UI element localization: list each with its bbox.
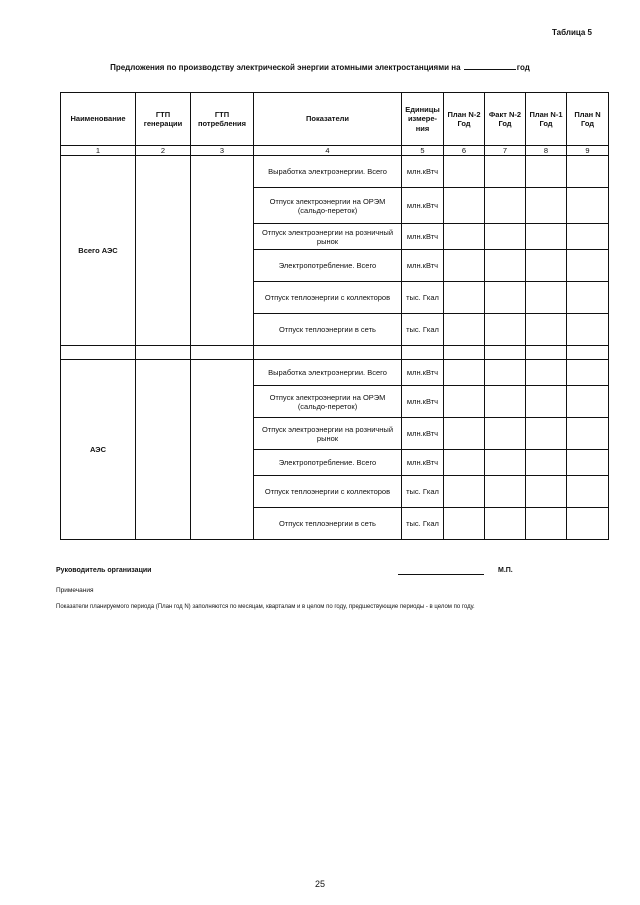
column-number: 4 [254,146,402,156]
value-cell[interactable] [526,250,567,282]
value-cell[interactable] [526,188,567,224]
unit-cell: млн.кВтч [402,360,444,386]
value-cell[interactable] [526,386,567,418]
value-cell[interactable] [444,476,485,508]
value-cell[interactable] [526,450,567,476]
indicator-cell: Отпуск теплоэнергии в сеть [254,508,402,540]
value-cell[interactable] [485,314,526,346]
value-cell[interactable] [485,188,526,224]
value-cell[interactable] [444,360,485,386]
page-number: 25 [314,879,325,889]
notes-text: Показатели планируемого периода (План год N) заполняются по месяцам, кварталам и в целом по году, предшествующие периоды - в целом по году. [56,604,475,610]
unit-cell: млн.кВтч [402,450,444,476]
unit-cell: тыс. Гкал [402,282,444,314]
value-cell[interactable] [567,508,609,540]
table-row [61,156,609,188]
empty-cell [191,346,254,360]
gtp-consumption-cell[interactable] [191,156,254,346]
header-indicators: Показатели [254,93,402,146]
column-number: 6 [444,146,485,156]
value-cell[interactable] [526,476,567,508]
seal-label: М.П. [498,567,513,574]
indicator-cell: Отпуск электроэнергии на ОРЭМ (сальдо-переток) [254,188,402,224]
column-number: 7 [485,146,526,156]
value-cell[interactable] [485,360,526,386]
column-number-row [61,146,609,156]
value-cell[interactable] [567,282,609,314]
indicator-cell: Отпуск электроэнергии на ОРЭМ (сальдо-переток) [254,386,402,418]
value-cell[interactable] [567,360,609,386]
production-table [60,92,609,540]
value-cell[interactable] [526,360,567,386]
year-blank [464,60,516,70]
column-number: 3 [191,146,254,156]
indicator-cell: Электропотребление. Всего [254,250,402,282]
document-title [40,60,600,72]
header-name: Наименование [61,93,136,146]
header-plan-n: План N Год [567,93,609,146]
empty-cell [444,346,485,360]
value-cell[interactable] [526,508,567,540]
value-cell[interactable] [526,156,567,188]
value-cell[interactable] [567,188,609,224]
value-cell[interactable] [526,224,567,250]
unit-cell: млн.кВтч [402,156,444,188]
value-cell[interactable] [485,386,526,418]
value-cell[interactable] [485,476,526,508]
value-cell[interactable] [444,386,485,418]
gtp-generation-cell[interactable] [136,156,191,346]
value-cell[interactable] [444,282,485,314]
indicator-cell: Выработка электроэнергии. Всего [254,156,402,188]
indicator-cell: Отпуск теплоэнергии с коллекторов [254,282,402,314]
value-cell[interactable] [485,156,526,188]
unit-cell: тыс. Гкал [402,508,444,540]
value-cell[interactable] [444,508,485,540]
header-plan-n-2: План N-2 Год [444,93,485,146]
column-number: 5 [402,146,444,156]
empty-cell [254,346,402,360]
gtp-consumption-cell[interactable] [191,360,254,540]
header-row [61,93,609,146]
table-label: Таблица 5 [551,28,592,37]
unit-cell: млн.кВтч [402,418,444,450]
title-year-word: год [516,63,530,72]
value-cell[interactable] [567,450,609,476]
unit-cell: млн.кВтч [402,386,444,418]
unit-cell: тыс. Гкал [402,314,444,346]
value-cell[interactable] [485,508,526,540]
value-cell[interactable] [567,418,609,450]
separator-row [61,346,609,360]
column-number: 2 [136,146,191,156]
value-cell[interactable] [444,156,485,188]
table-row [61,360,609,386]
signature-label: Руководитель организации [56,567,152,574]
empty-cell [485,346,526,360]
empty-cell [526,346,567,360]
indicator-cell: Отпуск теплоэнергии в сеть [254,314,402,346]
value-cell[interactable] [444,250,485,282]
column-number: 1 [61,146,136,156]
value-cell[interactable] [567,250,609,282]
unit-cell: млн.кВтч [402,224,444,250]
value-cell[interactable] [485,250,526,282]
group-name-npp: АЭС [61,360,136,540]
header-gtp-generation: ГТП генерации [136,93,191,146]
header-plan-n-1: План N-1 Год [526,93,567,146]
value-cell[interactable] [444,418,485,450]
value-cell[interactable] [567,386,609,418]
value-cell[interactable] [485,450,526,476]
signature-line[interactable] [398,574,484,575]
empty-cell [61,346,136,360]
notes-title: Примечания [56,587,94,594]
value-cell[interactable] [526,282,567,314]
unit-cell: тыс. Гкал [402,476,444,508]
indicator-cell: Отпуск электроэнергии на розничный рынок [254,418,402,450]
empty-cell [402,346,444,360]
value-cell[interactable] [526,418,567,450]
indicator-cell: Отпуск теплоэнергии с коллекторов [254,476,402,508]
empty-cell [136,346,191,360]
value-cell[interactable] [444,314,485,346]
indicator-cell: Выработка электроэнергии. Всего [254,360,402,386]
indicator-cell: Отпуск электроэнергии на розничный рынок [254,224,402,250]
value-cell[interactable] [567,476,609,508]
header-gtp-consumption: ГТП потребления [191,93,254,146]
value-cell[interactable] [444,450,485,476]
group-name-total: Всего АЭС [61,156,136,346]
column-number: 9 [567,146,609,156]
unit-cell: млн.кВтч [402,188,444,224]
value-cell[interactable] [485,418,526,450]
indicator-cell: Электропотребление. Всего [254,450,402,476]
value-cell[interactable] [444,224,485,250]
value-cell[interactable] [567,314,609,346]
value-cell[interactable] [526,314,567,346]
value-cell[interactable] [444,188,485,224]
unit-cell: млн.кВтч [402,250,444,282]
value-cell[interactable] [567,224,609,250]
value-cell[interactable] [485,282,526,314]
header-units: Единицы измере-ния [402,93,444,146]
value-cell[interactable] [567,156,609,188]
title-text: Предложения по производству электрической энергии атомными электростанциями на [110,63,461,72]
header-fact-n-2: Факт N-2 Год [485,93,526,146]
column-number: 8 [526,146,567,156]
value-cell[interactable] [485,224,526,250]
gtp-generation-cell[interactable] [136,360,191,540]
empty-cell [567,346,609,360]
